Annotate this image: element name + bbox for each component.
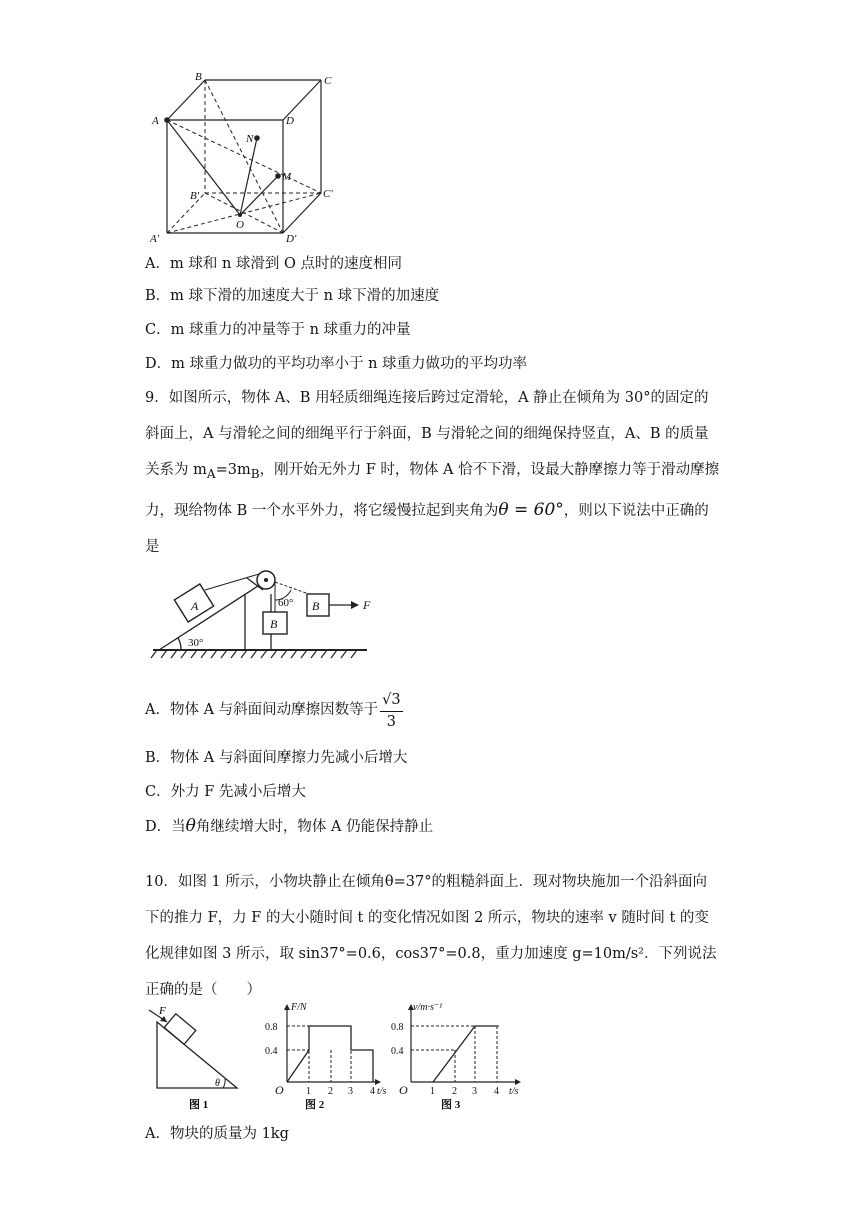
q10-fig2-xtick-0: 1 bbox=[306, 1086, 311, 1097]
q10-fig3-ylabel: v/m·s⁻¹ bbox=[413, 1002, 443, 1013]
cube-label-b: B bbox=[195, 71, 202, 83]
cube-label-a: A bbox=[152, 115, 159, 127]
q10-option-a: A．物块的质量为 1kg bbox=[145, 1126, 289, 1142]
cube-label-a1: A' bbox=[150, 233, 160, 245]
q9-fig-angle-incline: 30° bbox=[188, 637, 204, 649]
q10-fig2-ylabel: F/N bbox=[291, 1002, 307, 1013]
q9-fig-block-b-pulled: B bbox=[312, 599, 320, 613]
q10-fig1-angle: θ bbox=[215, 1078, 220, 1089]
q9-option-c: C．外力 F 先减小后增大 bbox=[145, 784, 306, 800]
q9-fig-block-b: B bbox=[270, 617, 278, 631]
q8-option-a: A．m 球和 n 球滑到 O 点时的速度相同 bbox=[145, 256, 403, 272]
cube-label-c1: C' bbox=[323, 188, 333, 200]
q10-fig3-xtick-0: 1 bbox=[430, 1086, 435, 1097]
q10-fig3-caption: 图 3 bbox=[441, 1099, 461, 1111]
q9-option-a: A．物体 A 与斜面间动摩擦因数等于 $\frac{√3}{3}$ bbox=[145, 688, 403, 732]
q10-fig3-xtick-1: 2 bbox=[452, 1086, 457, 1097]
q10-fig3-origin: O bbox=[399, 1083, 408, 1097]
q10-fig2-xtick-1: 2 bbox=[328, 1086, 333, 1097]
q10-fig3-xlabel: t/s bbox=[509, 1086, 519, 1097]
q10-fig1-force: F bbox=[159, 1005, 166, 1017]
q9-pulley-figure bbox=[145, 566, 375, 662]
q10-fig1 bbox=[149, 1005, 237, 1111]
q9-fig-force: F bbox=[363, 598, 371, 612]
q8-option-d: D．m 球重力做功的平均功率小于 n 球重力做功的平均功率 bbox=[145, 356, 528, 372]
q9-fig-angle-rope: 60° bbox=[278, 597, 294, 609]
q10-fig2-ytick-1: 0.4 bbox=[265, 1046, 278, 1057]
q10-stem: 10．如图 1 所示，小物块静止在倾角θ=37°的粗糙斜面上．现对物块施加一个沿斜面向下的推力 F，力 F 的大小随时间 t 的变化情况如图 2 所示，物块的速率 v 随时间 t 的变化规律如图 3 所示，取 sin37°=0.6，cos37°=0.8，重力加速度 g=10m/s²．下列说法正确的是（ ） bbox=[145, 874, 717, 998]
q10-fig2-xtick-2: 3 bbox=[348, 1086, 353, 1097]
q10-fig3-ytick-0: 0.8 bbox=[391, 1022, 404, 1033]
cube-label-c: C bbox=[324, 75, 332, 87]
q10-fig2-origin: O bbox=[275, 1083, 284, 1097]
cube-figure bbox=[140, 68, 340, 248]
q9-theta-equation: θ = 60° bbox=[498, 499, 564, 520]
q10-fig2-ytick-0: 0.8 bbox=[265, 1022, 278, 1033]
q9-option-d: D．当θ角继续增大时，物体 A 仍能保持静止 bbox=[145, 816, 434, 836]
q8-option-b: B．m 球下滑的加速度大于 n 球下滑的加速度 bbox=[145, 288, 440, 304]
sqrt3-over-3-fraction: $\frac{√3}{3}$ bbox=[380, 689, 402, 732]
cube-label-n: N bbox=[246, 133, 254, 145]
q10-figures bbox=[145, 1000, 535, 1114]
q9-stem: 9．如图所示，物体 A、B 用轻质细绳连接后跨过定滑轮，A 静止在倾角为 30°的固定的斜面上，A 与滑轮之间的细绳平行于斜面，B 与滑轮之间的细绳保持竖直，A、B 的质量关系为 $m_A=3m_B$，刚开始无外力 F 时，物体 A 恰不下滑，设最大静摩擦力等于滑动摩擦力，现给物体 B 一个水平外力，将它缓慢拉起到夹角为θ = 60°，则以下说法中正确的是 bbox=[145, 390, 720, 555]
q10-fig3-xtick-3: 4 bbox=[494, 1086, 499, 1097]
q8-option-c: C．m 球重力的冲量等于 n 球重力的冲量 bbox=[145, 322, 411, 338]
cube-label-b1: B' bbox=[190, 190, 200, 202]
q10-fig3-ytick-1: 0.4 bbox=[391, 1046, 404, 1057]
q10-fig2-caption: 图 2 bbox=[305, 1099, 325, 1111]
cube-label-m: M bbox=[282, 171, 292, 183]
cube-label-d: D bbox=[286, 115, 294, 127]
q10-fig3 bbox=[391, 1002, 521, 1111]
q10-fig2 bbox=[265, 1002, 387, 1111]
q9-fig-block-a: A bbox=[191, 599, 199, 613]
q10-fig3-xtick-2: 3 bbox=[472, 1086, 477, 1097]
q10-fig1-caption: 图 1 bbox=[189, 1099, 209, 1111]
q10-fig2-xtick-3: 4 bbox=[370, 1086, 375, 1097]
q9-option-b: B．物体 A 与斜面间摩擦力先减小后增大 bbox=[145, 750, 408, 766]
cube-label-d1: D' bbox=[286, 233, 297, 245]
q10-fig2-xlabel: t/s bbox=[377, 1086, 387, 1097]
cube-label-o: O bbox=[236, 219, 244, 231]
